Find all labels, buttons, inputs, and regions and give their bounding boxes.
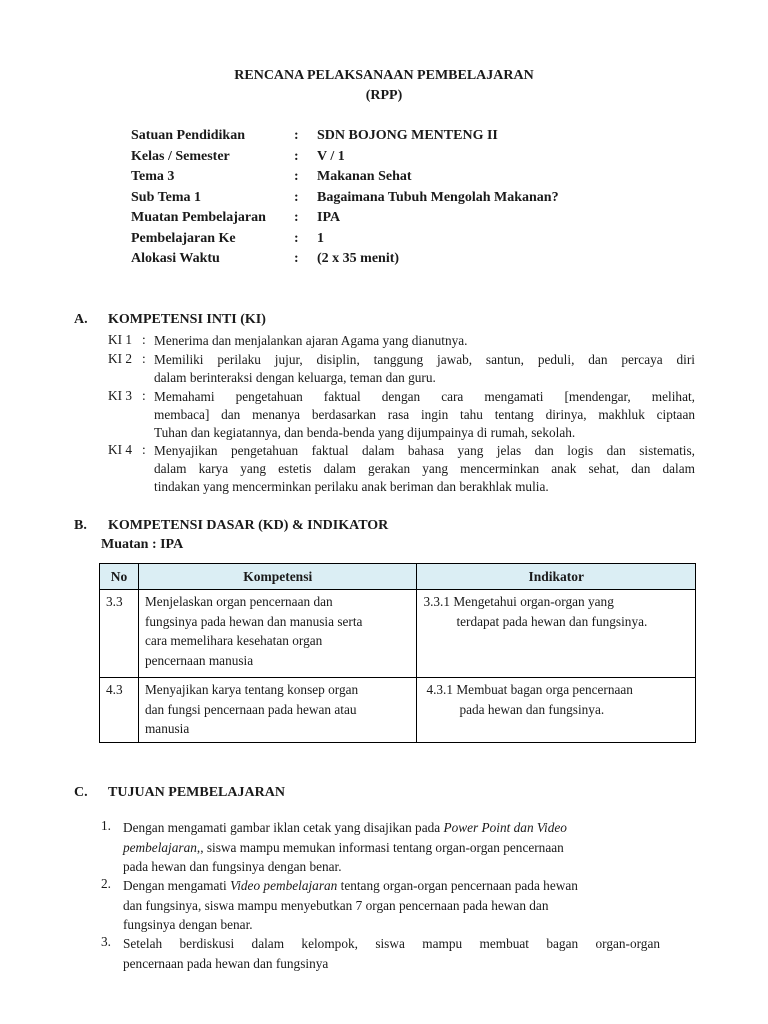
ki-code: KI 4 — [108, 442, 133, 457]
table-row — [100, 678, 696, 743]
identity-value: (2 x 35 menit) — [317, 251, 400, 266]
kd-table — [99, 563, 696, 743]
identity-colon: : — [294, 128, 299, 143]
identity-colon: : — [294, 149, 299, 164]
cell-line: pencernaan manusia — [144, 652, 254, 668]
cell-line: 4.3.1 Membuat bagan orga pencernaan — [426, 682, 633, 697]
identity-label: Kelas / Semester — [131, 149, 230, 164]
identity-label: Satuan Pendidikan — [131, 128, 245, 143]
ki-line: Tuhan dan kegiatannya, dan benda-benda yang dijumpainya di rumah, sekolah. — [154, 425, 576, 440]
section-c-letter: C. — [74, 785, 88, 800]
tujuan-line — [123, 838, 660, 858]
cell-line: terdapat pada hewan dan fungsinya. — [456, 613, 648, 629]
identity-colon: : — [294, 169, 299, 184]
ki-code: KI 3 — [108, 388, 133, 403]
identity-value: IPA — [317, 210, 341, 225]
ki-colon: : — [142, 442, 146, 457]
cell-line: dan fungsi pencernaan pada hewan atau — [144, 701, 357, 717]
identity-label: Muatan Pembelajaran — [131, 210, 266, 225]
section-a-letter: A. — [74, 312, 88, 327]
identity-colon: : — [294, 231, 299, 246]
tujuan-text — [123, 818, 660, 877]
tujuan-text — [123, 876, 660, 935]
section-c-title: TUJUAN PEMBELAJARAN — [108, 785, 285, 800]
text-run-italic: Power Point dan Video — [443, 820, 567, 835]
ki-line: Menyajikan pengetahuan faktual dalam bahasa yang jelas dan logis dan sistematis, — [154, 443, 695, 458]
table-row — [100, 590, 696, 678]
identity-value: Makanan Sehat — [317, 169, 412, 184]
ki-text — [154, 332, 695, 350]
document-subtitle: (RPP) — [365, 88, 403, 103]
text-run-italic: pembelajaran — [123, 839, 197, 855]
cell-line: 3.3.1 Mengetahui organ-organ yang — [423, 594, 614, 609]
text-run: tentang organ-organ pencernaan pada hewan — [337, 878, 578, 893]
cell-no: 4.3 — [100, 678, 139, 743]
tujuan-number: 2. — [101, 876, 111, 891]
ki-line: Memahami pengetahuan faktual dengan cara mengamati [mendengar, melihat, — [154, 389, 695, 404]
document-title: RENCANA PELAKSANAAN PEMBELAJARAN — [234, 68, 534, 83]
text-run: ,, siswa mampu memukan informasi tentang organ-organ pencernaan — [196, 839, 564, 855]
tujuan-line: dan fungsinya, siswa mampu menyebutkan 7 organ pencernaan pada hewan dan — [123, 897, 549, 913]
identity-colon: : — [294, 251, 299, 266]
cell-line: cara memelihara kesehatan organ — [144, 633, 323, 648]
text-run: Dengan mengamati gambar iklan cetak yang disajikan pada — [123, 820, 444, 835]
tujuan-number: 3. — [101, 934, 111, 949]
identity-value: 1 — [317, 231, 324, 246]
section-b-letter: B. — [74, 518, 87, 533]
cell-line: manusia — [144, 721, 190, 736]
tujuan-line: Setelah berdiskusi dalam kelompok, siswa mampu membuat bagan organ-organ — [123, 936, 660, 951]
ki-text — [154, 388, 695, 442]
ki-line: Menerima dan menjalankan ajaran Agama yang dianutnya. — [154, 333, 468, 348]
tujuan-line: pada hewan dan fungsinya dengan benar. — [123, 859, 342, 874]
ki-colon: : — [142, 388, 146, 403]
identity-label: Alokasi Waktu — [131, 251, 220, 266]
identity-value: SDN BOJONG MENTENG II — [317, 128, 498, 143]
section-a-title: KOMPETENSI INTI (KI) — [108, 312, 266, 327]
identity-value: V / 1 — [317, 149, 345, 164]
cell-indikator — [417, 678, 696, 743]
ki-line: dalam berinteraksi dengan keluarga, teman dan guru. — [154, 370, 436, 385]
ki-text — [154, 351, 695, 387]
column-header-kompetensi: Kompetensi — [138, 564, 416, 590]
ki-line: membaca] dan menanya berdasarkan rasa ingin tahu tentang dirinya, makhluk ciptaan — [154, 407, 695, 422]
tujuan-line: pencernaan pada hewan dan fungsinya — [123, 955, 329, 971]
cell-kompetensi — [138, 590, 416, 678]
table-header-row — [100, 564, 696, 590]
section-b-title: KOMPETENSI DASAR (KD) & INDIKATOR — [108, 518, 389, 533]
identity-label: Sub Tema 1 — [131, 190, 202, 205]
ki-line: tindakan yang mencerminkan perilaku anak beriman dan berakhlak mulia. — [154, 479, 549, 494]
cell-line: pada hewan dan fungsinya. — [459, 701, 605, 717]
column-header-indikator: Indikator — [417, 564, 696, 590]
cell-line: fungsinya pada hewan dan manusia serta — [144, 613, 363, 629]
ki-line: Memiliki perilaku jujur, disiplin, tanggung jawab, santun, peduli, dan percaya diri — [154, 352, 695, 367]
tujuan-text — [123, 934, 660, 973]
identity-colon: : — [294, 210, 299, 225]
ki-code: KI 2 — [108, 351, 133, 366]
tujuan-line: fungsinya dengan benar. — [123, 917, 253, 932]
identity-colon: : — [294, 190, 299, 205]
ki-colon: : — [142, 332, 146, 347]
cell-line: Menjelaskan organ pencernaan dan — [144, 594, 333, 609]
text-run: Dengan mengamati — [123, 878, 231, 893]
text-run-italic: Video pembelajaran — [230, 878, 338, 893]
ki-colon: : — [142, 351, 146, 366]
identity-label: Pembelajaran Ke — [131, 231, 236, 246]
cell-line: Menyajikan karya tentang konsep organ — [144, 682, 359, 697]
ki-text — [154, 442, 695, 496]
ki-line: dalam karya yang estetis dalam gerakan yang mencerminkan anak sehat, dan dalam — [154, 461, 695, 476]
cell-indikator — [417, 590, 696, 678]
tujuan-number: 1. — [101, 818, 111, 833]
column-header-no: No — [100, 564, 139, 590]
ki-code: KI 1 — [108, 332, 133, 347]
identity-label: Tema 3 — [131, 169, 175, 184]
muatan-label: Muatan : IPA — [101, 537, 184, 552]
tujuan-line — [123, 876, 660, 896]
tujuan-line — [123, 818, 660, 838]
identity-value: Bagaimana Tubuh Mengolah Makanan? — [317, 190, 559, 205]
cell-no: 3.3 — [100, 590, 139, 678]
cell-kompetensi — [138, 678, 416, 743]
